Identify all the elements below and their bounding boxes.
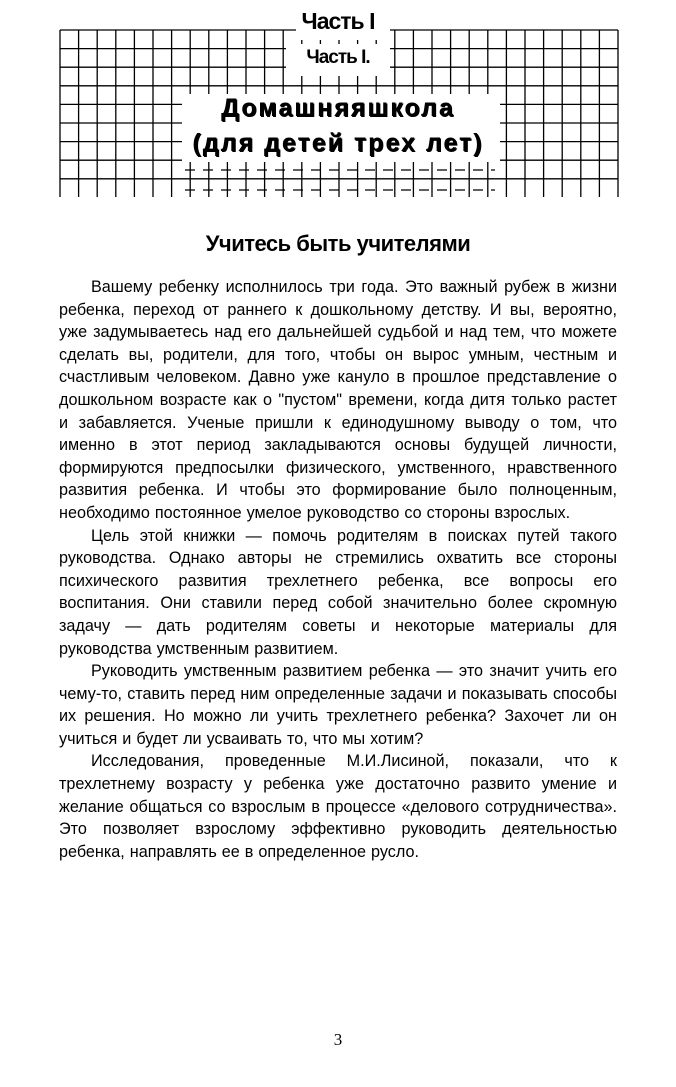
page-number: 3 <box>333 1030 343 1049</box>
paragraph-2: Цель этой книжки — помочь родителям в поисках путей такого руководства. Однако авторы не стремились охватить все стороны психического развития трехлетнего ребенка, все вопросы его воспитания. Они ставили перед собой значительно более скромную задачу — дать родителям советы и некоторые материалы для руководства умственным развитием. <box>59 526 617 658</box>
part-label-top: Часть I <box>301 8 375 34</box>
chapter-title-line1: Домашняяшкола <box>221 94 455 122</box>
dashed-underline <box>185 170 495 190</box>
paragraph-1: Вашему ребенку исполнилось три года. Это важный рубеж в жизни ребенка, переход от раннего к дошкольному детству. И вы, вероятно, уже задумываетесь над его дальнейшей судьбой и над тем, что можете сделать вы, родители, для того, чтобы он вырос умным, честным и счастливым человеком. Давно уже кануло в прошлое представление о дошкольном возрасте как о "пустом" времени, когда дитя только растет и забавляется. Ученые пришли к единодушному выводу о том, что именно в этот период закладываются основы будущей личности, формируются предпосылки физического, умственного, нравственного развития ребенка. И чтобы это формирование было полноценным, необходимо постоянное умелое руководство со стороны взрослых. <box>59 278 617 522</box>
body-text <box>59 276 617 863</box>
paragraph-3: Руководить умственным развитием ребенка — это значит учить его чему-то, ставить перед ним определенные задачи и показывать способы их решения. Но можно ли учить трехлетнего ребенка? Захочет ли он учиться и будет ли усваивать то, что мы хотим? <box>59 662 617 748</box>
chapter-title-line2: (для детей трех лет) <box>192 129 484 157</box>
section-heading: Учитесь быть учителями <box>205 231 471 256</box>
paragraph-4: Исследования, проведенные М.И.Лисиной, показали, что к трехлетнему возрасту у ребенка уже достаточно развито умение и желание общаться со взрослым в процессе «делового сотрудничества». Это позволяет взрослому эффективно руководить деятельностью ребенка, направлять ее в определенное русло. <box>59 752 617 861</box>
part-label: Часть I. <box>306 47 370 68</box>
